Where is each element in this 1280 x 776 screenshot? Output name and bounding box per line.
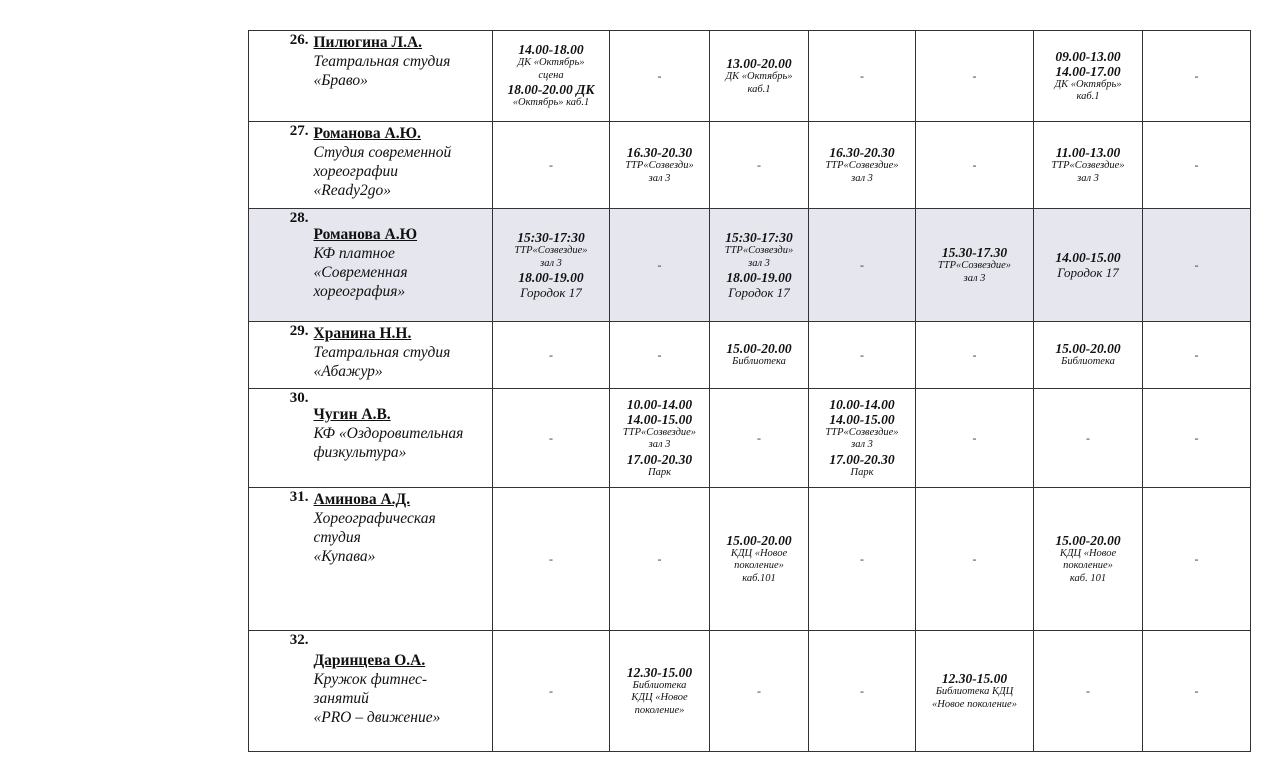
- schedule-cell: [1143, 322, 1251, 389]
- place-label: Городок 17: [728, 285, 790, 300]
- empty-dash: -: [1194, 431, 1199, 445]
- studio-name: КФ «Оздоровительная: [313, 425, 464, 442]
- time-range: 15:30-17:30: [517, 230, 585, 245]
- schedule-cell: [1034, 31, 1143, 122]
- empty-dash: -: [549, 431, 553, 445]
- time-range: 10.00-14.00: [626, 396, 693, 412]
- empty-dash: -: [657, 258, 662, 272]
- leader-cell: [311, 209, 493, 322]
- empty-dash: -: [860, 258, 864, 272]
- time-range: 14.00-15.00: [626, 411, 693, 427]
- time-range: 15:30-17:30: [725, 230, 793, 245]
- leader-name: Даринцева О.А.: [313, 652, 426, 669]
- schedule-cell: [493, 488, 610, 631]
- leader-name: Хранина Н.Н.: [313, 325, 412, 342]
- time-range: 12.30-15.00: [626, 664, 693, 680]
- place-label: зал 3: [1077, 172, 1099, 184]
- schedule-cell: [1034, 322, 1143, 389]
- studio-name: занятий: [313, 690, 369, 707]
- empty-dash: -: [860, 69, 864, 83]
- schedule-cell: [916, 488, 1034, 631]
- row-number: 27.: [249, 122, 311, 209]
- time-range: 12.30-15.00: [941, 671, 1008, 686]
- schedule-cell: [916, 31, 1034, 122]
- studio-name: «Купава»: [313, 548, 376, 565]
- time-range: 15.30-17.30: [941, 245, 1008, 260]
- empty-dash: -: [1194, 552, 1199, 566]
- schedule-cell: [610, 31, 710, 122]
- schedule-cell: [710, 322, 809, 389]
- empty-dash: -: [657, 348, 662, 362]
- leader-name: Аминова А.Д.: [313, 491, 411, 508]
- time-range: 13.00-20.00: [726, 56, 792, 71]
- time-range: 15.00-20.00: [1055, 341, 1121, 357]
- schedule-cell: [916, 322, 1034, 389]
- schedule-cell: [710, 31, 809, 122]
- empty-dash: -: [657, 69, 662, 83]
- time-range: 18.00-19.00: [726, 270, 792, 285]
- schedule-cell: [809, 209, 916, 322]
- table-row: [249, 488, 1251, 631]
- place-label: поколение»: [634, 704, 685, 716]
- schedule-cell: [809, 122, 916, 209]
- place-label: каб.1: [1076, 91, 1100, 102]
- schedule-cell: [610, 322, 710, 389]
- studio-name: физкультура»: [313, 444, 407, 461]
- place-label: «Октябрь» каб.1: [512, 97, 590, 109]
- place-label: Библиотека: [1061, 356, 1115, 368]
- time-range: 18.00-20.00 ДК: [507, 82, 595, 98]
- place-label: Городок 17: [520, 285, 582, 300]
- place-label: зал 3: [963, 272, 986, 284]
- leader-cell: [311, 322, 493, 389]
- place-label: ТТР«Созвездие»: [514, 245, 588, 256]
- studio-name: «PRO – движение»: [313, 709, 441, 726]
- schedule-cell: [1143, 631, 1251, 752]
- empty-dash: -: [549, 684, 553, 698]
- place-label: Городок 17: [1057, 265, 1119, 280]
- row-number: 26.: [249, 31, 311, 122]
- row-number: 31.: [249, 488, 311, 631]
- leader-name: Чугин А.В.: [313, 406, 391, 423]
- schedule-cell: [1143, 31, 1251, 122]
- time-range: 14.00-15.00: [1055, 250, 1121, 265]
- empty-dash: -: [549, 552, 553, 566]
- empty-dash: -: [1194, 258, 1199, 272]
- schedule-cell: [610, 209, 710, 322]
- empty-dash: -: [972, 348, 977, 362]
- time-range: 18.00-19.00: [518, 270, 584, 285]
- schedule-cell: [1143, 488, 1251, 631]
- place-label: Библиотека: [632, 679, 687, 691]
- place-label: ТТР«Созвездие»: [825, 160, 899, 171]
- leader-cell: [311, 31, 493, 122]
- place-label: ТТР«Созвездие»: [1051, 160, 1125, 171]
- studio-name: «Абажур»: [313, 363, 383, 380]
- studio-name: Театральная студия: [313, 53, 451, 70]
- table-row: [249, 389, 1251, 488]
- place-label: ДК «Октябрь»: [725, 71, 793, 82]
- empty-dash: -: [860, 552, 864, 566]
- studio-name: «Ready2go»: [313, 182, 391, 199]
- schedule-sheet: [248, 30, 1250, 752]
- place-label: ТТР«Созвездие»: [825, 426, 899, 438]
- schedule-cell: [493, 322, 610, 389]
- table-row: [249, 31, 1251, 122]
- time-range: 16.30-20.30: [626, 145, 693, 160]
- place-label: каб.1: [747, 83, 771, 95]
- empty-dash: -: [1086, 684, 1090, 698]
- schedule-cell: [610, 631, 710, 752]
- time-range: 17.00-20.30: [829, 451, 895, 467]
- schedule-cell: [1034, 389, 1143, 488]
- schedule-cell: [493, 122, 610, 209]
- place-label: «Новое поколение»: [932, 698, 1017, 710]
- schedule-cell: [1034, 631, 1143, 752]
- place-label: поколение»: [1063, 560, 1113, 572]
- schedule-cell: [710, 209, 809, 322]
- empty-dash: -: [860, 348, 864, 362]
- schedule-cell: [916, 122, 1034, 209]
- schedule-cell: [809, 488, 916, 631]
- time-range: 14.00-15.00: [829, 411, 895, 427]
- schedule-cell: [493, 389, 610, 488]
- studio-name: Хореографическая: [313, 510, 436, 527]
- empty-dash: -: [757, 431, 761, 445]
- empty-dash: -: [1194, 348, 1199, 362]
- schedule-table: [248, 30, 1251, 752]
- place-label: каб.101: [742, 572, 776, 584]
- schedule-cell: [610, 389, 710, 488]
- schedule-cell: [809, 31, 916, 122]
- time-range: 14.00-17.00: [1055, 63, 1121, 79]
- leader-name: Романова А.Ю.: [313, 125, 421, 142]
- schedule-cell: [1143, 122, 1251, 209]
- row-number: 29.: [249, 322, 311, 389]
- studio-name: «Современная: [313, 264, 408, 281]
- schedule-cell: [809, 322, 916, 389]
- schedule-cell: [710, 488, 809, 631]
- place-label: зал 3: [851, 439, 873, 451]
- schedule-cell: [916, 631, 1034, 752]
- table-row: [249, 122, 1251, 209]
- studio-name: КФ платное: [313, 245, 395, 262]
- schedule-cell: [710, 122, 809, 209]
- place-label: ДК «Октябрь»: [517, 57, 585, 69]
- schedule-cell: [1034, 122, 1143, 209]
- empty-dash: -: [1194, 158, 1199, 172]
- schedule-cell: [809, 631, 916, 752]
- schedule-cell: [710, 631, 809, 752]
- schedule-cell: [493, 631, 610, 752]
- place-label: ТТР«Созвезди»: [625, 160, 694, 171]
- empty-dash: -: [549, 348, 553, 362]
- empty-dash: -: [1194, 684, 1199, 698]
- empty-dash: -: [972, 552, 977, 566]
- time-range: 16.30-20.30: [829, 145, 895, 160]
- place-label: каб. 101: [1069, 572, 1107, 584]
- row-number: 32.: [249, 631, 311, 752]
- schedule-cell: [493, 209, 610, 322]
- empty-dash: -: [1194, 69, 1199, 83]
- leader-name: Романова А.Ю: [313, 226, 418, 243]
- leader-cell: [311, 389, 493, 488]
- schedule-cell: [1143, 389, 1251, 488]
- empty-dash: -: [1086, 431, 1090, 445]
- place-label: КДЦ «Новое: [1059, 547, 1117, 559]
- time-range: 14.00-18.00: [518, 42, 584, 58]
- empty-dash: -: [757, 158, 761, 172]
- table-row: [249, 322, 1251, 389]
- time-range: 15.00-20.00: [1055, 532, 1121, 548]
- place-label: Библиотека КДЦ: [935, 686, 1014, 697]
- place-label: КДЦ «Новое: [730, 547, 788, 559]
- schedule-cell: [1034, 488, 1143, 631]
- empty-dash: -: [657, 552, 662, 566]
- schedule-cell: [493, 31, 610, 122]
- schedule-rows: [249, 31, 1251, 752]
- place-label: КДЦ «Новое: [631, 692, 688, 704]
- schedule-cell: [710, 389, 809, 488]
- empty-dash: -: [549, 158, 553, 172]
- time-range: 09.00-13.00: [1055, 48, 1121, 64]
- time-range: 15.00-20.00: [726, 341, 792, 357]
- leader-name: Пилюгина Л.А.: [313, 34, 423, 51]
- time-range: 15.00-20.00: [726, 532, 792, 548]
- schedule-cell: [610, 122, 710, 209]
- empty-dash: -: [972, 69, 977, 83]
- row-number: 28.: [249, 209, 311, 322]
- time-range: 17.00-20.30: [626, 451, 693, 467]
- place-label: зал 3: [748, 257, 770, 269]
- place-label: поколение»: [734, 560, 784, 572]
- place-label: Парк: [850, 466, 874, 478]
- studio-name: Театральная студия: [313, 344, 451, 361]
- row-number: 30.: [249, 389, 311, 488]
- leader-cell: [311, 488, 493, 631]
- place-label: ДК «Октябрь»: [1054, 78, 1122, 90]
- place-label: зал 3: [648, 172, 671, 184]
- place-label: ТТР«Созвезди»: [724, 245, 794, 256]
- schedule-cell: [1034, 209, 1143, 322]
- empty-dash: -: [972, 158, 977, 172]
- table-row: [249, 209, 1251, 322]
- studio-name: «Браво»: [313, 72, 368, 89]
- schedule-cell: [916, 389, 1034, 488]
- schedule-cell: [809, 389, 916, 488]
- place-label: Парк: [648, 466, 671, 478]
- studio-name: Кружок фитнес-: [313, 671, 428, 688]
- schedule-cell: [916, 209, 1034, 322]
- schedule-cell: [1143, 209, 1251, 322]
- studio-name: хореография»: [313, 283, 406, 300]
- place-label: зал 3: [851, 172, 873, 184]
- place-label: Библиотека: [732, 356, 786, 368]
- schedule-cell: [610, 488, 710, 631]
- place-label: ТТР«Созвездие»: [937, 260, 1012, 271]
- empty-dash: -: [972, 431, 977, 445]
- place-label: сцена: [538, 69, 564, 81]
- studio-name: хореографии: [313, 163, 398, 180]
- place-label: зал 3: [648, 439, 671, 451]
- empty-dash: -: [860, 684, 864, 698]
- time-range: 11.00-13.00: [1055, 145, 1121, 160]
- table-row: [249, 631, 1251, 752]
- leader-cell: [311, 122, 493, 209]
- time-range: 10.00-14.00: [829, 396, 895, 412]
- studio-name: студия: [313, 529, 361, 546]
- studio-name: Студия современной: [313, 144, 452, 161]
- empty-dash: -: [757, 684, 761, 698]
- leader-cell: [311, 631, 493, 752]
- place-label: зал 3: [540, 257, 562, 269]
- place-label: ТТР«Созвездие»: [622, 426, 697, 438]
